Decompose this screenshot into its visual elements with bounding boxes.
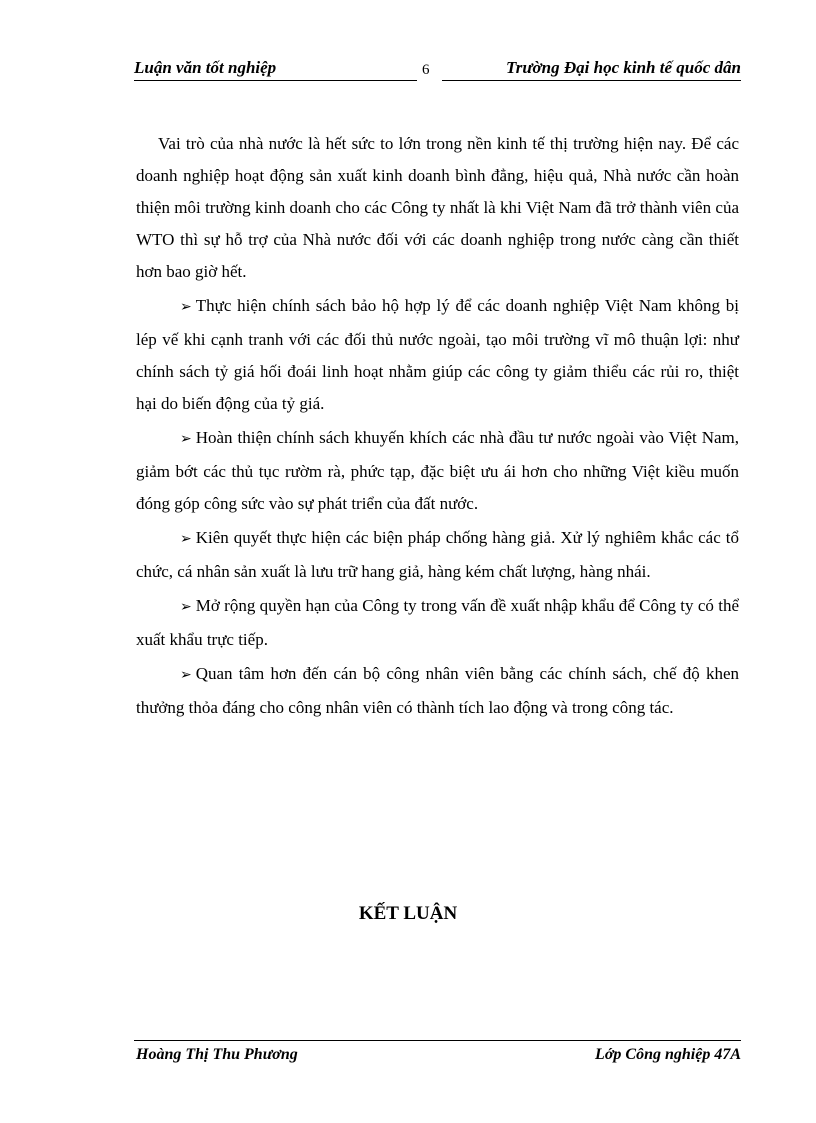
paragraph-text: Vai trò của nhà nước là hết sức to lớn trong nền kinh tế thị trường hiện nay. Để các doanh nghiệp hoạt động sản xuất kinh doanh bình đẳng, hiệu quả, Nhà nước cần hoàn thiện môi trường kinh doanh cho các Công ty nhất là khi Việt Nam đã trở thành viên của WTO thì sự hỗ trợ của Nhà nước đối với các doanh nghiệp trong nước càng cần thiết hơn bao giờ hết. — [136, 134, 739, 281]
bullet-paragraph — [136, 590, 739, 656]
bullet-paragraph — [136, 658, 739, 724]
bullet-paragraph — [136, 422, 739, 520]
author-name: Hoàng Thị Thu Phương — [136, 1046, 298, 1063]
header-rule-left — [134, 80, 417, 81]
arrow-bullet-icon: ➢ — [180, 600, 192, 615]
arrow-bullet-icon: ➢ — [180, 532, 192, 547]
header-rule-right — [442, 80, 741, 81]
class-name: Lớp Công nghiệp 47A — [595, 1046, 741, 1063]
paragraph-text: Kiên quyết thực hiện các biện pháp chống hàng giả. Xử lý nghiêm khắc các tổ chức, cá nhân sản xuất là lưu trữ hang giả, hàng kém chất lượng, hàng nhái. — [136, 528, 739, 581]
footer-rule — [134, 1040, 741, 1041]
bullet-paragraph — [136, 290, 739, 420]
paragraph — [136, 128, 739, 288]
conclusion-heading: KẾT LUẬN — [358, 903, 458, 924]
page-number: 6 — [422, 62, 430, 78]
arrow-bullet-icon: ➢ — [180, 668, 192, 683]
page-header — [134, 56, 741, 82]
paragraph-text: Hoàn thiện chính sách khuyến khích các nhà đầu tư nước ngoài vào Việt Nam, giảm bớt các thủ tục rườm rà, phức tạp, đặc biệt ưu ái hơn cho những Việt kiều muốn đóng góp công sức vào sự phát triển của đất nước. — [136, 428, 739, 513]
university-name: Trường Đại học kinh tế quốc dân — [506, 58, 741, 77]
arrow-bullet-icon: ➢ — [180, 432, 192, 447]
paragraph-text: Mở rộng quyền hạn của Công ty trong vấn đề xuất nhập khẩu để Công ty có thể xuất khẩu trực tiếp. — [136, 596, 739, 649]
bullet-paragraph — [136, 522, 739, 588]
page-footer — [134, 1040, 741, 1070]
paragraph-text: Quan tâm hơn đến cán bộ công nhân viên bằng các chính sách, chế độ khen thưởng thỏa đáng cho công nhân viên có thành tích lao động và trong công tác. — [136, 664, 739, 717]
body-text — [136, 128, 739, 726]
arrow-bullet-icon: ➢ — [180, 300, 192, 315]
paragraph-text: Thực hiện chính sách bảo hộ hợp lý để các doanh nghiệp Việt Nam không bị lép vế khi cạnh tranh với các đối thủ nước ngoài, tạo môi trường vĩ mô thuận lợi: như chính sách tỷ giá hối đoái linh hoạt nhằm giúp các công ty giảm thiểu các rủi ro, thiệt hại do biến động của tỷ giá. — [136, 296, 739, 413]
thesis-title: Luận văn tốt nghiệp — [134, 58, 277, 77]
